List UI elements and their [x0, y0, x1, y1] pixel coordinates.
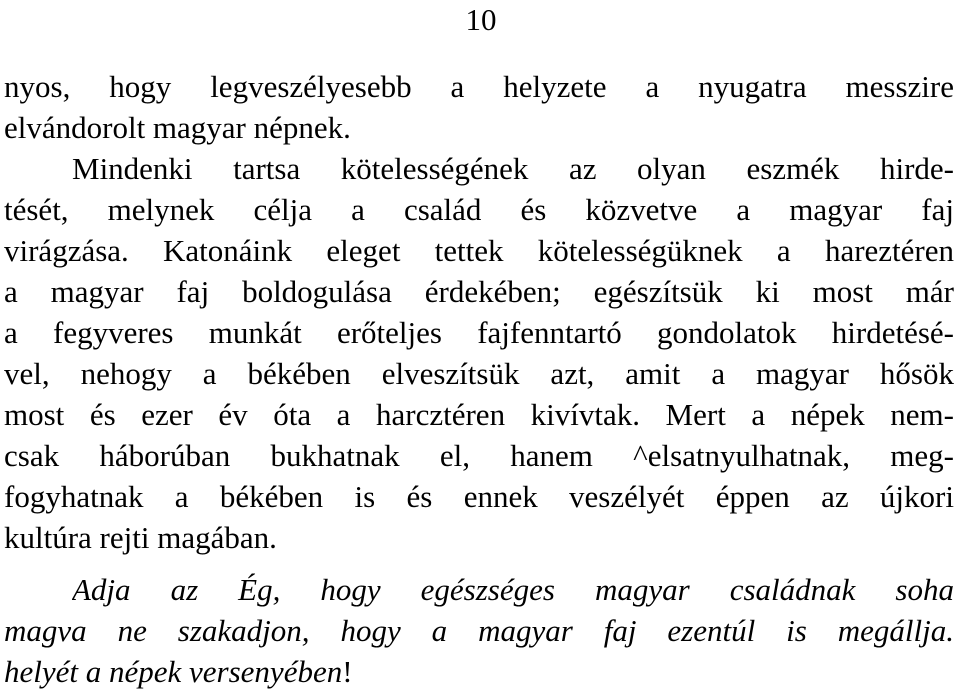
text-line: fogyhatnak a békében is és ennek veszélyét éppen az újkori	[4, 479, 954, 514]
text-line: a fegyveres munkát erőteljes fajfenntartó gondolatok hirdetésé-	[4, 315, 954, 350]
text-line: tését, melynek célja a család és közvetve a magyar faj	[4, 192, 954, 227]
text-line: csak háborúban bukhatnak el, hanem ^elsatnyulhatnak, meg-	[4, 438, 954, 473]
page-number: 10	[465, 2, 497, 37]
text-line: elvándorolt magyar népnek.	[4, 110, 351, 145]
closing-line: magva ne szakadjon, hogy a magyar faj ezentúl is megállja.	[4, 613, 954, 648]
text-line: most és ezer év óta a harcztéren kivívtak. Mert a népek nem-	[4, 397, 954, 432]
text-line: Mindenki tartsa kötelességének az olyan eszmék hirde-	[72, 151, 954, 186]
text-line: nyos, hogy legveszélyesebb a helyzete a nyugatra messzire	[4, 69, 954, 104]
text-line: a magyar faj boldogulása érdekében; egészítsük ki most már	[4, 274, 954, 309]
closing-line: Adja az Ég, hogy egészséges magyar családnak soha	[72, 572, 954, 607]
text-line: vel, nehogy a békében elveszítsük azt, amit a magyar hősök	[4, 356, 954, 391]
text-line: virágzása. Katonáink eleget tettek kötelességüknek a hareztéren	[4, 233, 954, 268]
exclamation-mark: !	[342, 654, 353, 689]
closing-line	[4, 652, 954, 692]
text-line: kultúra rejti magában.	[4, 520, 277, 555]
closing-line-text: helyét a népek versenyében	[4, 654, 343, 689]
